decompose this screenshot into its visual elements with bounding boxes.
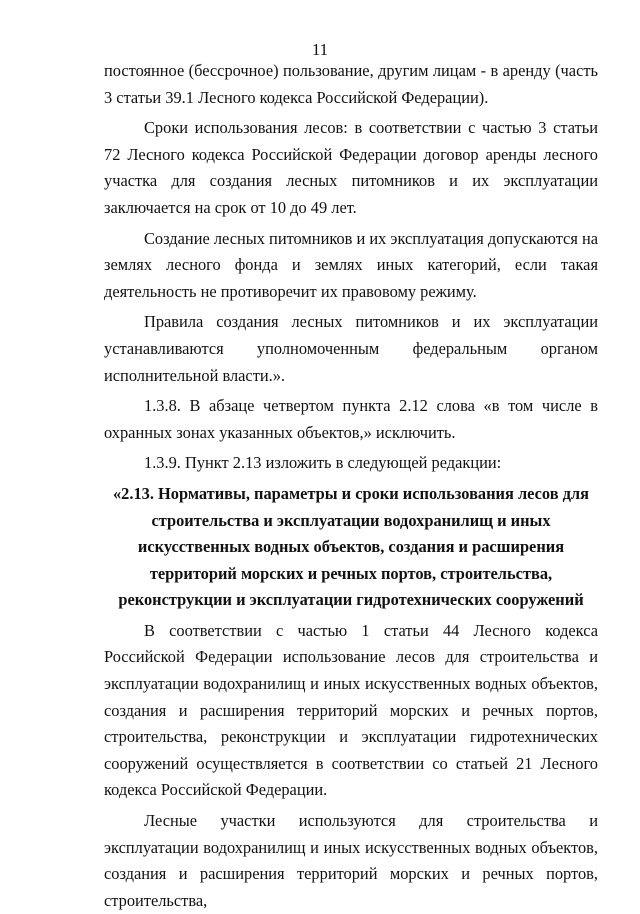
paragraph-nurseries-rules: Правила создания лесных питомников и их эксплуатации устанавливаются уполномоченным федеральным органом исполнительной власти.».	[104, 312, 598, 385]
paragraph-continuation: постоянное (бессрочное) пользование, другим лицам - в аренду (часть 3 статьи 39.1 Лесного кодекса Российской Федерации).	[104, 61, 598, 107]
paragraph-item-1-3-8: 1.3.8. В абзаце четвертом пункта 2.12 слова «в том числе в охранных зонах указанных объектов,» исключить.	[104, 396, 598, 442]
paragraph-nurseries-lands: Создание лесных питомников и их эксплуатация допускаются на землях лесного фонда и землях иных категорий, если такая деятельность не противоречит их правовому режиму.	[104, 228, 599, 301]
paragraph-lease-terms: Сроки использования лесов: в соответствии с частью 3 статьи 72 Лесного кодекса Российской Федерации договор аренды лесного участка для создания лесных питомников и их эксплуатации заключается на срок от 10 до 49 лет.	[104, 118, 598, 217]
paragraph-land-plots-use: Лесные участки используются для строительства и эксплуатации водохранилищ и иных искусственных водных объектов, создания и расширения территорий морских и речных портов, строительства,	[104, 811, 598, 910]
page-number: 11	[311, 40, 329, 59]
section-heading-2-13: «2.13. Нормативы, параметры и сроки использования лесов для строительства и эксплуатации водохранилищ и иных искусственных водных объектов, создания и расширения территорий морских и речных портов, строительства, реконструкции и эксплуатации гидротехнических сооружений	[112, 483, 590, 610]
document-body	[104, 58, 598, 914]
paragraph-article-44: В соответствии с частью 1 статьи 44 Лесного кодекса Российской Федерации использование лесов для строительства и эксплуатации водохранилищ и иных искусственных водных объектов, создания и расширения территорий морских и речных портов, строительства, реконструкции и эксплуатации гидротехнических сооружений осуществляется в соответствии со статьей 21 Лесного кодекса Российской Федерации.	[104, 620, 598, 800]
paragraph-item-1-3-9: 1.3.9. Пункт 2.13 изложить в следующей редакции:	[144, 453, 502, 473]
